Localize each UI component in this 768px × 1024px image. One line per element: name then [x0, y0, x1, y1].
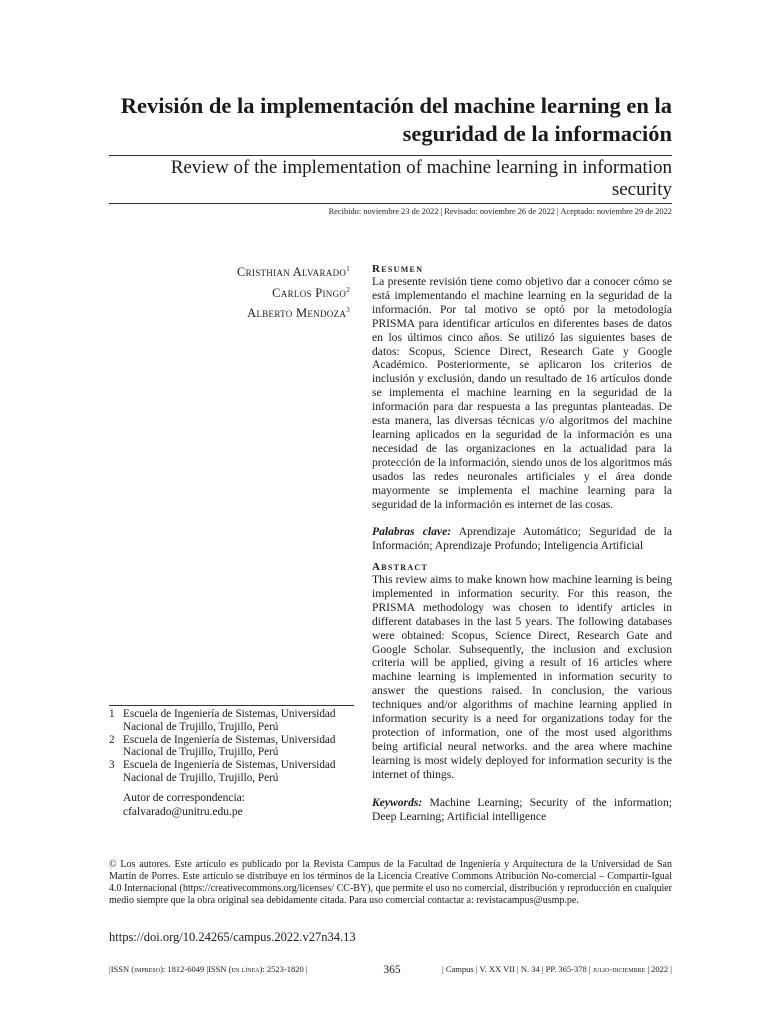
- doi-link[interactable]: https://doi.org/10.24265/campus.2022.v27n34.13: [109, 930, 356, 944]
- author-list: [150, 261, 350, 323]
- title-divider-bottom: [109, 203, 672, 204]
- keywords-text: Aprendizaje Automático; Seguridad de la Información; Aprendizaje Profundo; Inteligencia Artificial: [372, 525, 673, 553]
- abstract-section: [372, 561, 672, 823]
- keywords-label: Palabras clave:: [372, 525, 452, 539]
- footer-journal-info: | Campus | V. XX VII | N. 34 | PP. 365-378 | julio-diciembre | 2022 |: [442, 964, 672, 974]
- affiliations: [109, 705, 354, 785]
- affiliation-item: 3 Escuela de Ingeniería de Sistemas, Universidad Nacional de Trujillo, Trujillo, Perú: [109, 759, 336, 784]
- license-notice: © Los autores. Este artículo es publicado por la Revista Campus de la Facultad de Ingeniería y Arquitectura de la Universidad de San Martín de Porres. Este artículo se distribuye en los términos de la Licencia Creative Commons Atribución No-comercial – Compartir-Igual 4.0 Internacional (https://creativecommons.org/licenses/ CC-BY), que permite el uso no comercial, distribución y reproducción en cualquier medio siempre que la obra original sea debidamente citada. Para uso comercial contactar a: revistacampus@usmp.pe.: [109, 859, 672, 906]
- keywords-text: Machine Learning; Security of the information; Deep Learning; Artificial intelligence: [372, 795, 672, 823]
- footer-issn: |ISSN (impreso): 1812-6049 |ISSN (en línea): 2523-1820 |: [109, 964, 308, 974]
- abstract-keywords: [372, 796, 672, 824]
- author-item: Cristhian Alvarado$^1$: [236, 265, 350, 279]
- article-title-english: Review of the implementation of machine learning in information security: [170, 157, 672, 200]
- correspondence: [123, 791, 353, 819]
- keywords-label: Keywords:: [372, 795, 423, 809]
- abstract-heading: Abstract: [372, 561, 429, 573]
- resumen-text: La presente revisión tiene como objetivo dar a conocer cómo se está implementando el machine learning en la seguridad de la información. Por tal motivo se optó por la metodología PRISMA para identificar artículos en diferentes bases de datos en los últimos cinco años. Se utilizó las siguientes bases de datos: Scopus, Science Direct, Research Gate y Google Académico. Posteriormente, se aplicaron los criterios de inclusión y exclusión, dando un resultado de 16 artículos donde se implementa el machine learning en la seguridad de la información para dar respuesta a las preguntas planteadas. De esta manera, las diversas técnicas y/o algoritmos del machine learning aplicados en la seguridad de la información es una necesidad de las organizaciones en la actualidad para la protección de la información, siendo unos de los algoritmos más usados las redes neuronales artificiales y el área donde mayormente se implementa el machine learning para la seguridad de la información es internet de las cosas.: [372, 275, 672, 511]
- correspondence-email[interactable]: cfalvarado@unitru.edu.pe: [123, 806, 243, 818]
- affiliation-item: 1 Escuela de Ingeniería de Sistemas, Universidad Nacional de Trujillo, Trujillo, Perú: [109, 708, 336, 733]
- resumen-keywords: [372, 525, 672, 553]
- affiliation-item: 2 Escuela de Ingeniería de Sistemas, Universidad Nacional de Trujillo, Trujillo, Perú: [109, 733, 336, 759]
- correspondence-label: Autor de correspondencia:: [123, 792, 245, 804]
- author-item: Alberto Mendoza$^3$: [247, 306, 350, 320]
- submission-dates: Recibido: noviembre 23 de 2022 | Revisado: noviembre 26 de 2022 | Aceptado: noviembre 29 de 2022: [328, 207, 672, 216]
- article-title-spanish: Revisión de la implementación del machine learning en la seguridad de la información: [120, 93, 672, 146]
- resumen-heading: Resumen: [372, 263, 424, 275]
- title-divider-top: [109, 155, 672, 156]
- resumen-section: [372, 263, 672, 553]
- page-number: 365: [383, 964, 401, 976]
- author-item: Carlos Pingo$^2$: [272, 285, 350, 300]
- abstract-text: This review aims to make known how machine learning is being implemented in information security. For this reason, the PRISMA methodology was chosen to identify articles in different databases in the last 5 years. The following databases were obtained: Scopus, Science Direct, Research Gate and Google Scholar. Subsequently, the inclusion and exclusion criteria will be applied, giving a result of 16 articles where machine learning is implemented in information security to answer the questions raised. In conclusion, the various techniques and/or algorithms of machine learning applied in information security is a need for organizations today for the protection of information, one of the most used algorithms being artificial neural networks. and the area where machine learning is most widely deployed for information security is the internet of things.: [372, 573, 672, 781]
